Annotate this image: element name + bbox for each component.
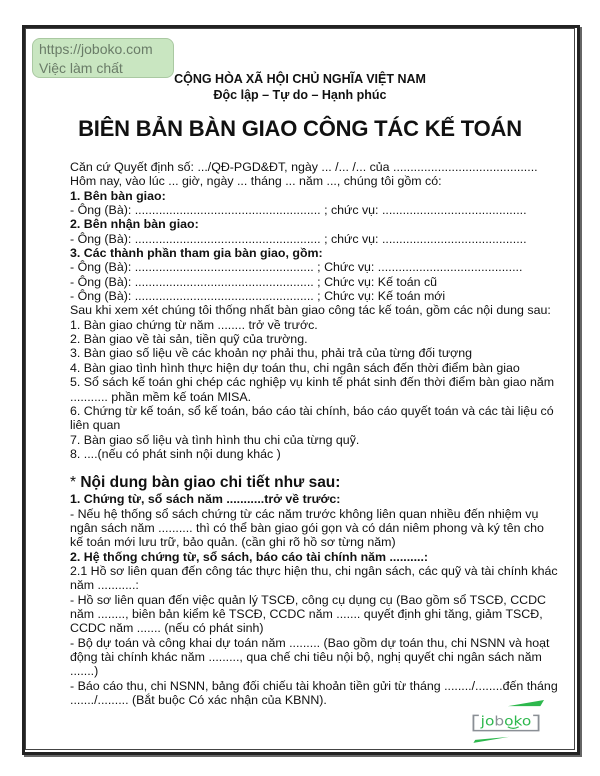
text-line: động tài chính khác năm ........., qua chế chi tiêu nội bộ, nghị quyết chi ngân sách năm bbox=[70, 650, 542, 664]
text-line: liên quan bbox=[70, 418, 121, 433]
text-line: - Ông (Bà): ...................................................... ; chức vụ: .......................................... bbox=[70, 231, 527, 246]
section-heading: 3. Các thành phần tham gia bàn giao, gồm: bbox=[70, 246, 323, 261]
heading-bullet: * bbox=[70, 474, 77, 492]
text-line: 2. Bàn giao về tài sản, tiền quỹ của trường. bbox=[70, 332, 308, 347]
section-heading: 2. Hệ thống chứng từ, sổ sách, báo cáo tài chính năm ..........: bbox=[70, 549, 429, 564]
text-line: 4. Bàn giao tình hình thực hiện dự toán thu, chi ngân sách đến thời điểm bàn giao bbox=[70, 360, 520, 375]
section-heading: 1. Bên bàn giao: bbox=[70, 188, 166, 203]
document-title: BIÊN BẢN BÀN GIAO CÔNG TÁC KẾ TOÁN bbox=[78, 116, 522, 141]
section-details bbox=[70, 492, 558, 708]
national-title: CỘNG HÒA XÃ HỘI CHỦ NGHĨA VIỆT NAM bbox=[174, 72, 426, 86]
text-line: .......) bbox=[70, 664, 99, 679]
logo-top-stripe bbox=[508, 700, 544, 706]
text-line: - Ông (Bà): .................................................... ; Chức vụ: .......................................... bbox=[70, 260, 523, 275]
text-line: năm ...........: bbox=[70, 578, 139, 593]
text-line: 2.1 Hồ sơ liên quan đến công tác thực hiện thu, chi ngân sách, các quỹ và tài chính khác bbox=[70, 563, 558, 578]
text-line: - Ông (Bà): .................................................... ; Chức vụ: Kế toán cũ bbox=[70, 274, 438, 289]
details-heading bbox=[70, 474, 550, 492]
text-line: 8. ....(nếu có phát sinh nội dung khác ) bbox=[70, 446, 281, 461]
text-line: kế toán mới lưu trữ, bảo quản. (cần ghi rõ hồ sơ từng năm) bbox=[70, 535, 396, 550]
text-line: - Nếu hệ thống sổ sách chứng từ các năm trước không liên quan nhiều đến nhiệm vụ bbox=[70, 506, 539, 521]
document-body bbox=[70, 160, 558, 708]
logo-bottom-stripe bbox=[473, 737, 509, 743]
text-line: Hôm nay, vào lúc ... giờ, ngày ... tháng ... năm ..., chúng tôi gồm có: bbox=[70, 174, 442, 189]
section-parties-and-contents bbox=[70, 160, 555, 461]
section-heading: 2. Bên nhận bàn giao: bbox=[70, 217, 199, 232]
text-line: 6. Chứng từ kế toán, sổ kế toán, báo cáo tài chính, báo cáo quyết toán và các tài liệu có bbox=[70, 403, 554, 418]
text-line: CCDC năm ....... (nếu có phát sinh) bbox=[70, 621, 264, 636]
text-line: ngân sách năm .......... thì có thể bàn giao gói gọn và có dán niêm phong và ký tên cho bbox=[70, 520, 544, 535]
text-line: - Hồ sơ liên quan đến việc quản lý TSCĐ, công cụ dụng cụ (Bao gồm sổ TSCĐ, CCDC bbox=[70, 592, 546, 607]
text-line: ........... phần mềm kế toán MISA. bbox=[70, 389, 252, 404]
section-heading: 1. Chứng từ, sổ sách năm ...........trở về trước: bbox=[70, 492, 341, 507]
text-line: ......./......... (Bắt buộc Có xác nhận của KBNN). bbox=[70, 693, 327, 708]
text-line: - Ông (Bà): .................................................... ; Chức vụ: Kế toán mới bbox=[70, 289, 446, 304]
joboko-logo bbox=[468, 700, 544, 746]
text-line: - Bộ dự toán và công khai dự toán năm ......... (Bao gồm dự toán thu, chi NSNN và hoạt bbox=[70, 635, 550, 650]
text-line: - Báo cáo thu, chi NSNN, bảng đối chiếu tài khoản tiền gửi từ tháng ......../........đến tháng bbox=[70, 678, 558, 693]
text-line: 1. Bàn giao chứng từ năm ........ trở về trước. bbox=[70, 317, 318, 332]
watermark-url: https://joboko.com bbox=[39, 41, 153, 57]
details-heading-text: Nội dung bàn giao chi tiết như sau: bbox=[80, 474, 341, 492]
text-line: Căn cứ Quyết định số: .../QĐ-PGD&ĐT, ngày ... /... /... của .......................................... bbox=[70, 160, 538, 174]
text-line: Sau khi xem xét chúng tôi thống nhất bàn giao công tác kế toán, gồm các nội dung sau: bbox=[70, 303, 551, 318]
national-motto: Độc lập – Tự do – Hạnh phúc bbox=[213, 88, 387, 102]
logo-wordmark: joboko bbox=[480, 714, 532, 729]
text-line: 3. Bàn giao số liệu về các khoản nợ phải thu, phải trả của từng đối tượng bbox=[70, 346, 473, 361]
text-line: 7. Bàn giao số liệu và tình hình thu chi của từng quỹ. bbox=[70, 432, 360, 447]
text-line: 5. Sổ sách kế toán ghi chép các nghiệp vụ kinh tế phát sinh đến thời điểm bàn giao năm bbox=[70, 375, 555, 390]
text-line: - Ông (Bà): ...................................................... ; chức vụ: .......................................... bbox=[70, 203, 527, 218]
watermark-tagline: Việc làm chất bbox=[39, 60, 123, 76]
text-line: năm ........, biên bản kiểm kê TSCĐ, CCDC năm ....... quyết định ghi tăng, giảm TSCĐ, bbox=[70, 606, 543, 621]
